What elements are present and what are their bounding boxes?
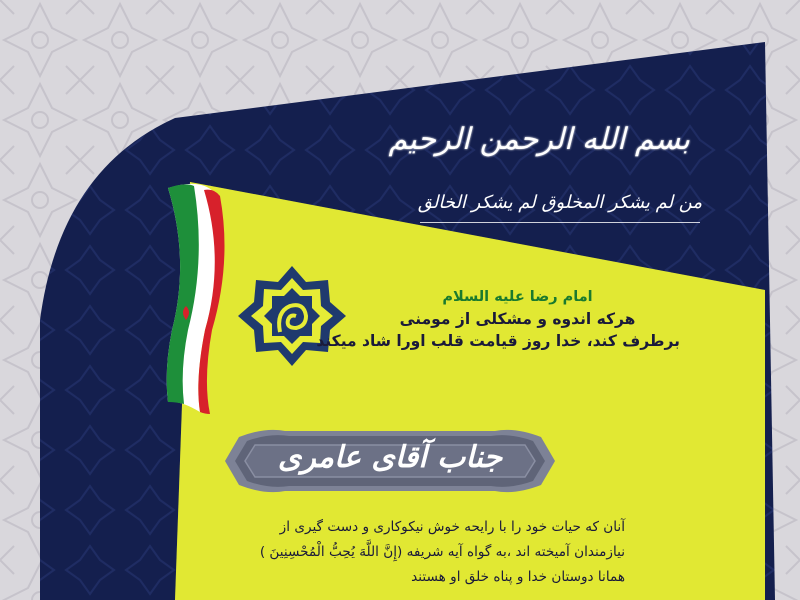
hadith-line-1: هرکه اندوه و مشکلی از مومنی — [399, 310, 636, 328]
body-line-3: همانا دوستان خدا و پناه خلق او هستند — [411, 569, 625, 585]
emblem-logo — [232, 262, 352, 382]
hadith-block — [316, 286, 680, 352]
basmala-calligraphy — [388, 122, 690, 182]
recipient-name: جناب آقای عامری — [277, 440, 503, 475]
body-text — [225, 515, 625, 590]
iran-flag-ribbon — [0, 0, 260, 440]
hadith-line-2: برطرف کند، خدا روز قیامت قلب اورا شاد میکند — [316, 332, 680, 350]
quote-text: من لم یشکر المخلوق لم یشکر الخالق — [417, 192, 703, 213]
body-line-1: آنان که حیات خود را با رایحه خوش نیکوکاری و دست گیری از — [279, 519, 625, 535]
body-line-2: نیازمندان آمیخته اند ،به گواه آیه شریفه (إِنَّ اللَّهَ یُحِبُّ الْمُحْسِنِینَ ) — [259, 544, 625, 560]
quote-underline — [420, 222, 700, 223]
basmala-text: بسم الله الرحمن الرحیم — [388, 122, 690, 157]
hadith-attribution: امام رضا علیه السلام — [442, 289, 593, 305]
